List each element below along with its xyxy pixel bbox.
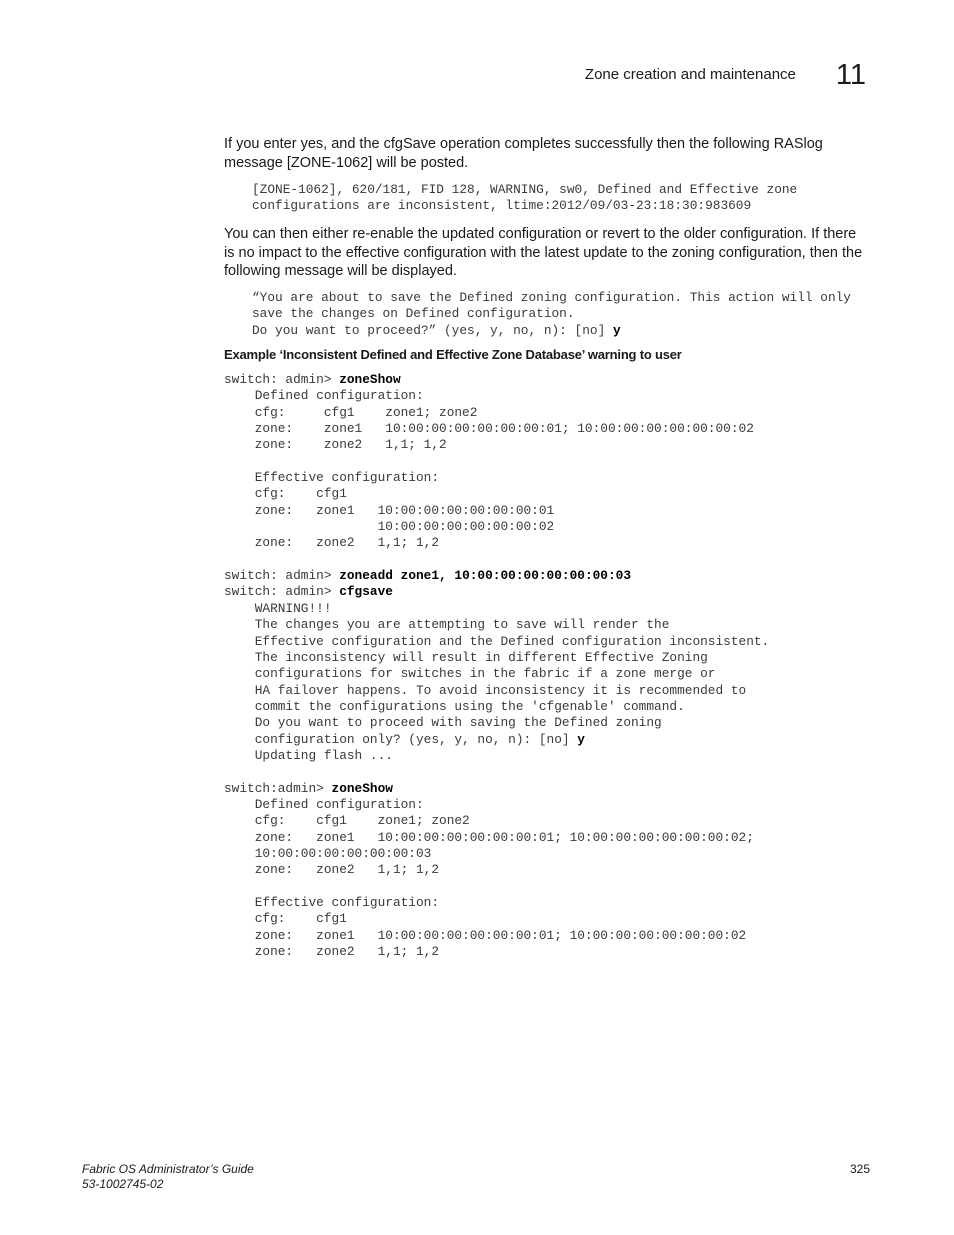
warning-output: WARNING!!! The changes you are attempting to save will render the Effective configuration and the Defined configuration inconsistent. The inconsistency will result in different Effective Zoning configurations for switches in the fabric if a zone merge or HA failover happens. To avoid inconsistency it is recommended to commit the configurations using the 'cfgenable' command. Do you want to proceed with saving the Defined zoning <box>254 600 770 731</box>
code-line: “You are about to save the Defined zoning configuration. This action will only <box>252 290 851 305</box>
code-line: configuration only? (yes, y, no, n): [no] <box>224 731 578 747</box>
command-output: Defined configuration: cfg: cfg1 zone1; zone2 zone: zone1 10:00:00:00:00:00:00:01; 10:00:00:00:00:00:00:02; 10:00:00:00:00:00:00:03 zone: zone2 1,1; 1,2 Effective configuration: cfg: cfg1 zone: zone1 10:00:00:00:00:00:00:01; 10:00:00:00:00:00:00:02 zone: zone2 1,1; 1,2 <box>254 796 754 960</box>
code-block-save-message <box>252 290 851 339</box>
example-heading: Example ‘Inconsistent Defined and Effective Zone Database’ warning to user <box>224 347 682 362</box>
code-line: configurations are inconsistent, ltime:2012/09/03-23:18:30:983609 <box>252 198 752 214</box>
command: cfgsave <box>339 584 393 600</box>
user-input: y <box>612 322 621 338</box>
footer-doc-info <box>82 1162 254 1192</box>
prompt: switch: admin> <box>224 584 340 600</box>
footer-doc-number: 53-1002745-02 <box>82 1177 164 1191</box>
code-block-example <box>224 372 769 960</box>
prompt: switch: admin> <box>224 568 340 584</box>
chapter-number: 11 <box>835 59 866 91</box>
code-line: [ZONE-1062], 620/181, FID 128, WARNING, sw0, Defined and Effective zone <box>252 182 798 197</box>
code-line: save the changes on Defined configuration. <box>252 306 575 322</box>
page-number: 325 <box>849 1162 870 1176</box>
footer-doc-title: Fabric OS Administrator’s Guide <box>82 1162 254 1176</box>
command: zoneShow <box>331 780 393 796</box>
prompt: switch: admin> <box>224 372 340 387</box>
section-title: Zone creation and maintenance <box>584 66 796 83</box>
code-line: Do you want to proceed?” (yes, y, no, n): [no] <box>252 322 613 338</box>
running-header <box>585 60 866 90</box>
command-output: Updating flash ... <box>254 747 393 763</box>
prompt: switch:admin> <box>224 780 332 796</box>
command: zoneadd zone1, 10:00:00:00:00:00:00:03 <box>339 568 632 584</box>
paragraph-raslog-intro: If you enter yes, and the cfgSave operation completes successfully then the following RASlog message [ZONE-1062] will be posted. <box>224 136 823 171</box>
command-output: Defined configuration: cfg: cfg1 zone1; zone2 zone: zone1 10:00:00:00:00:00:00:01; 10:00:00:00:00:00:00:02 zone: zone2 1,1; 1,2 Effective configuration: cfg: cfg1 zone: zone1 10:00:00:00:00:00:00:01 10:00:00:00:00:00:00:02 zone: zone2 1,1; 1,2 <box>254 388 754 551</box>
command: zoneShow <box>339 372 401 387</box>
user-input: y <box>577 731 585 747</box>
code-block-raslog <box>252 182 797 215</box>
paragraph-reenable: You can then either re-enable the updated configuration or revert to the older configuration. If there is no impact to the effective configuration with the latest update to the zoning configuration, then the following message will be displayed. <box>224 226 863 279</box>
